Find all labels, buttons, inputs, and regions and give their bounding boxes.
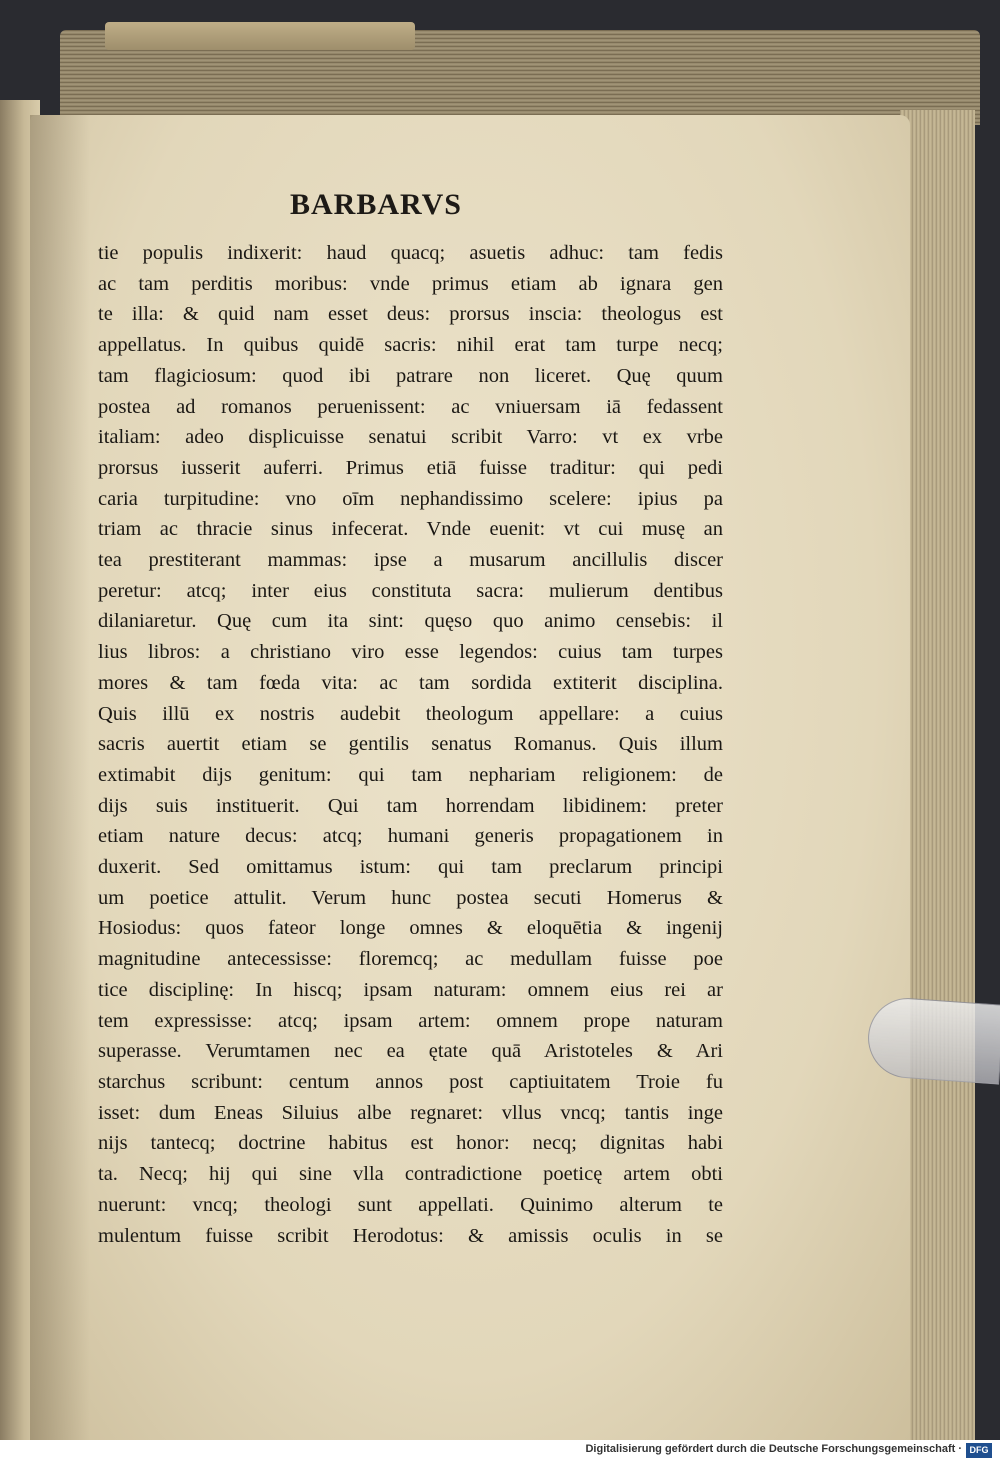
text-line: tem expressisse: atcq; ipsam artem: omnem prope naturam (98, 1009, 723, 1032)
dfg-logo: DFG (966, 1443, 992, 1458)
text-line: superasse. Verumtamen nec ea ętate quā Aristoteles & Ari (98, 1040, 723, 1063)
text-line: te illa: & quid nam esset deus: prorsus inscia: theologus est (98, 303, 723, 326)
text-line: tea prestiterant mammas: ipse a musarum ancillulis discer (98, 549, 723, 572)
text-line: duxerit. Sed omittamus istum: qui tam preclarum principi (98, 856, 723, 879)
text-line: lius libros: a christiano viro esse legendos: cuius tam turpes (98, 641, 723, 664)
text-line: caria turpitudine: vno oīm nephandissimo scelere: ipius pa (98, 487, 723, 510)
text-line: postea ad romanos peruenissent: ac vniuersam iā fedassent (98, 395, 723, 418)
text-line: tam flagiciosum: quod ibi patrare non liceret. Quę quum (98, 364, 723, 387)
text-line: mores & tam fœda vita: ac tam sordida extiterit disciplina. (98, 671, 723, 694)
text-line: etiam nature decus: atcq; humani generis propagationem in (98, 825, 723, 848)
text-line: sacris auertit etiam se gentilis senatus Romanus. Quis illum (98, 733, 723, 756)
text-line: starchus scribunt: centum annos post captiuitatem Troie fu (98, 1070, 723, 1093)
footer-credit: Digitalisierung gefördert durch die Deutsche Forschungsgemeinschaft · (585, 1443, 962, 1455)
running-head: BARBARVS (290, 188, 462, 221)
text-line: nuerunt: vncq; theologi sunt appellati. Quinimo alterum te (98, 1193, 723, 1216)
text-line: triam ac thracie sinus infecerat. Vnde euenit: vt cui musę an (98, 518, 723, 541)
text-line: magnitudine antecessisse: floremcq; ac medullam fuisse poe (98, 948, 723, 971)
text-line: prorsus iusserit auferri. Primus etiā fuisse traditur: qui pedi (98, 456, 723, 479)
page-marker-tab (865, 995, 1000, 1084)
text-line: dilaniaretur. Quę cum ita sint: quęso quo animo censebis: il (98, 610, 723, 633)
text-line: ac tam perditis moribus: vnde primus etiam ab ignara gen (98, 272, 723, 295)
page-stack-edge (900, 110, 975, 1440)
text-line: italiam: adeo displicuisse senatui scribit Varro: vt ex vrbe (98, 426, 723, 449)
gutter-shadow (30, 115, 90, 1440)
text-line: extimabit dijs genitum: qui tam nephariam religionem: de (98, 763, 723, 786)
text-line: Quis illū ex nostris audebit theologum appellare: a cuius (98, 702, 723, 725)
footer-bar (0, 1440, 1000, 1462)
text-line: tice disciplinę: In hiscq; ipsam naturam: omnem eius rei ar (98, 978, 723, 1001)
binding-flap (105, 22, 415, 50)
text-line: mulentum fuisse scribit Herodotus: & amissis oculis in se (98, 1224, 723, 1247)
text-line: appellatus. In quibus quidē sacris: nihil erat tam turpe necq; (98, 334, 723, 357)
text-line: ta. Necq; hij qui sine vlla contradictione poeticę artem obti (98, 1163, 723, 1186)
text-line: peretur: atcq; inter eius constituta sacra: mulierum dentibus (98, 579, 723, 602)
text-line: dijs suis instituerit. Qui tam horrendam libidinem: preter (98, 794, 723, 817)
text-line: Hosiodus: quos fateor longe omnes & eloquētia & ingenij (98, 917, 723, 940)
text-line: nijs tantecq; doctrine habitus est honor: necq; dignitas habi (98, 1132, 723, 1155)
text-block (98, 238, 723, 1251)
text-line: um poetice attulit. Verum hunc postea secuti Homerus & (98, 886, 723, 909)
text-line: isset: dum Eneas Siluius albe regnaret: vllus vncq; tantis inge (98, 1101, 723, 1124)
text-line: tie populis indixerit: haud quacq; asuetis adhuc: tam fedis (98, 242, 723, 264)
